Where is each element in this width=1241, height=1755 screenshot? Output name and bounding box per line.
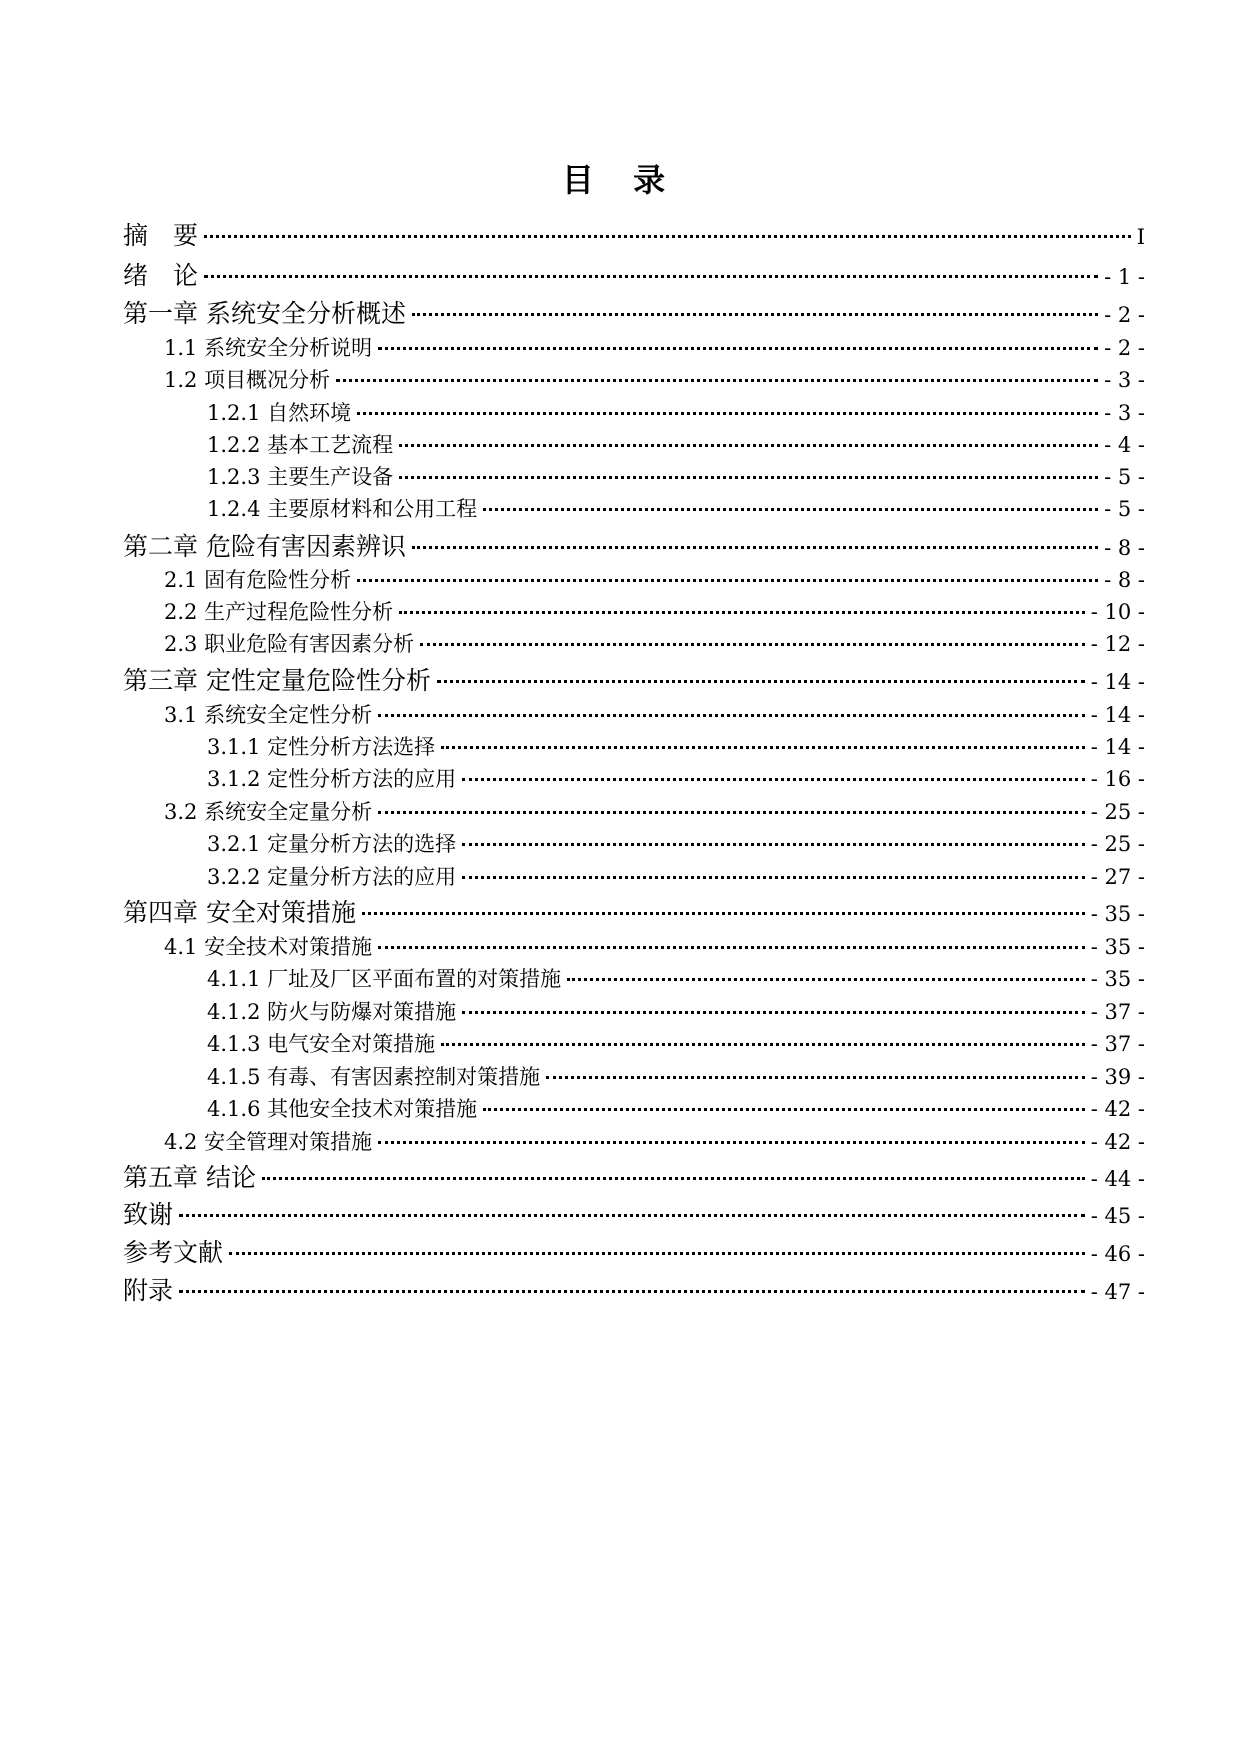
toc-entry[interactable] <box>164 597 1145 627</box>
toc-dot-leader <box>179 1289 1085 1293</box>
toc-entry-label: 第五章 结论 <box>123 1163 256 1192</box>
toc-entry-page-number: - 35 - <box>1090 967 1145 991</box>
toc-entry-label: 1.2.3 主要生产设备 <box>207 465 394 489</box>
toc-entry[interactable] <box>123 1236 1145 1270</box>
toc-entry-page-number: - 37 - <box>1090 1032 1145 1056</box>
toc-dot-leader <box>567 977 1085 981</box>
toc-entry[interactable] <box>207 1094 1145 1124</box>
toc-entry-label: 2.3 职业危险有害因素分析 <box>164 632 415 656</box>
toc-title: 目 录 <box>561 161 680 199</box>
toc-entry-page-number: - 14 - <box>1090 670 1145 694</box>
toc-dot-leader <box>437 679 1085 683</box>
toc-entry-label: 1.2 项目概况分析 <box>164 368 331 392</box>
toc-entry[interactable] <box>123 297 1145 331</box>
toc-entry-label: 4.1 安全技术对策措施 <box>164 935 373 959</box>
toc-entry-page-number: - 8 - <box>1104 536 1145 560</box>
toc-entry[interactable] <box>207 829 1145 859</box>
toc-entry[interactable] <box>207 462 1145 492</box>
toc-dot-leader <box>357 411 1098 415</box>
toc-entry[interactable] <box>207 964 1145 994</box>
toc-entry-page-number: - 5 - <box>1104 465 1145 489</box>
toc-dot-leader <box>412 312 1098 316</box>
toc-entry[interactable] <box>207 430 1145 460</box>
toc-dot-leader <box>420 642 1085 646</box>
toc-dot-leader <box>462 842 1085 846</box>
toc-dot-leader <box>378 810 1085 814</box>
toc-dot-leader <box>357 578 1098 582</box>
toc-entry[interactable] <box>123 259 1145 293</box>
toc-entry-label: 参考文献 <box>123 1238 224 1267</box>
toc-dot-leader <box>412 545 1098 549</box>
toc-dot-leader <box>462 777 1085 781</box>
toc-entry[interactable] <box>207 862 1145 892</box>
toc-entry-label: 第四章 安全对策措施 <box>123 898 356 927</box>
toc-entry[interactable] <box>164 700 1145 730</box>
toc-entry-label: 2.1 固有危险性分析 <box>164 568 352 592</box>
toc-entry-label: 绪 论 <box>123 261 199 290</box>
toc-dot-leader <box>399 610 1085 614</box>
toc-entry-label: 1.2.4 主要原材料和公用工程 <box>207 497 478 521</box>
toc-dot-leader <box>399 443 1098 447</box>
toc-dot-leader <box>399 475 1098 479</box>
toc-entry-label: 附录 <box>123 1276 174 1305</box>
toc-entry-page-number: - 25 - <box>1090 800 1145 824</box>
toc-dot-leader <box>378 1140 1085 1144</box>
toc-entry-label: 第一章 系统安全分析概述 <box>123 299 406 328</box>
toc-entry-label: 3.2.2 定量分析方法的应用 <box>207 865 457 889</box>
toc-entry[interactable] <box>123 530 1145 564</box>
toc-entry[interactable] <box>164 1127 1145 1157</box>
toc-entry-page-number: - 37 - <box>1090 1000 1145 1024</box>
toc-entry[interactable] <box>123 896 1145 930</box>
toc-dot-leader <box>462 1010 1085 1014</box>
toc-entry-page-number: - 5 - <box>1104 497 1145 521</box>
toc-dot-leader <box>378 945 1085 949</box>
toc-entry-page-number: - 16 - <box>1090 767 1145 791</box>
toc-entry[interactable] <box>207 1062 1145 1092</box>
toc-entry-label: 1.1 系统安全分析说明 <box>164 336 373 360</box>
toc-entry[interactable] <box>123 1274 1145 1308</box>
toc-entry-page-number: - 10 - <box>1090 600 1145 624</box>
toc-dot-leader <box>336 378 1098 382</box>
toc-entry-label: 摘 要 <box>123 221 199 250</box>
toc-entry-page-number: - 8 - <box>1104 568 1145 592</box>
toc-entry-label: 1.2.1 自然环境 <box>207 401 352 425</box>
toc-entry-label: 3.1 系统安全定性分析 <box>164 703 373 727</box>
toc-dot-leader <box>378 346 1098 350</box>
toc-entry-label: 3.1.2 定性分析方法的应用 <box>207 767 457 791</box>
toc-entry[interactable] <box>164 629 1145 659</box>
toc-entry-page-number: - 12 - <box>1090 632 1145 656</box>
toc-entry[interactable] <box>207 732 1145 762</box>
toc-entry-label: 2.2 生产过程危险性分析 <box>164 600 394 624</box>
toc-dot-leader <box>483 1107 1085 1111</box>
toc-entry-label: 4.1.2 防火与防爆对策措施 <box>207 1000 457 1024</box>
toc-entry-label: 4.1.5 有毒、有害因素控制对策措施 <box>207 1065 541 1089</box>
toc-dot-leader <box>204 274 1098 278</box>
toc-entry[interactable] <box>164 565 1145 595</box>
toc-dot-leader <box>483 507 1098 511</box>
toc-dot-leader <box>462 875 1085 879</box>
toc-entry-page-number: - 3 - <box>1104 368 1145 392</box>
toc-entry-label: 4.1.1 厂址及厂区平面布置的对策措施 <box>207 967 562 991</box>
toc-dot-leader <box>179 1213 1085 1217</box>
toc-entry[interactable] <box>164 333 1145 363</box>
toc-entry-label: 3.2 系统安全定量分析 <box>164 800 373 824</box>
toc-entry-page-number: - 39 - <box>1090 1065 1145 1089</box>
toc-entry-page-number: - 46 - <box>1090 1242 1145 1266</box>
toc-entry[interactable] <box>207 494 1145 524</box>
toc-entry-page-number: - 44 - <box>1090 1167 1145 1191</box>
toc-dot-leader <box>378 713 1085 717</box>
toc-entry-page-number: - 47 - <box>1090 1280 1145 1304</box>
toc-dot-leader <box>204 234 1131 238</box>
toc-entry-page-number: - 25 - <box>1090 832 1145 856</box>
toc-entry-label: 4.1.3 电气安全对策措施 <box>207 1032 436 1056</box>
toc-entry[interactable] <box>207 398 1145 428</box>
toc-dot-leader <box>441 1042 1085 1046</box>
toc-entry-page-number: I <box>1136 225 1145 249</box>
toc-entry-page-number: - 42 - <box>1090 1130 1145 1154</box>
toc-entry-page-number: - 42 - <box>1090 1097 1145 1121</box>
toc-dot-leader <box>441 745 1085 749</box>
toc-entry-page-number: - 45 - <box>1090 1204 1145 1228</box>
toc-entry-label: 1.2.2 基本工艺流程 <box>207 433 394 457</box>
toc-dot-leader <box>546 1075 1085 1079</box>
toc-entry-label: 第三章 定性定量危险性分析 <box>123 666 431 695</box>
toc-entry-page-number: - 3 - <box>1104 401 1145 425</box>
toc-entry-page-number: - 4 - <box>1104 433 1145 457</box>
toc-entry[interactable] <box>123 1161 1145 1195</box>
toc-entry-page-number: - 35 - <box>1090 902 1145 926</box>
toc-entry-page-number: - 14 - <box>1090 703 1145 727</box>
toc-entry-label: 3.2.1 定量分析方法的选择 <box>207 832 457 856</box>
toc-entry[interactable] <box>123 1198 1145 1232</box>
toc-entry[interactable] <box>164 932 1145 962</box>
toc-entry[interactable] <box>207 764 1145 794</box>
toc-entry-label: 4.1.6 其他安全技术对策措施 <box>207 1097 478 1121</box>
toc-dot-leader <box>362 911 1085 915</box>
toc-entry-page-number: - 2 - <box>1104 336 1145 360</box>
toc-entry-label: 3.1.1 定性分析方法选择 <box>207 735 436 759</box>
toc-entry-page-number: - 1 - <box>1104 265 1145 289</box>
toc-entry-label: 4.2 安全管理对策措施 <box>164 1130 373 1154</box>
toc-entry[interactable] <box>164 365 1145 395</box>
toc-entry-page-number: - 35 - <box>1090 935 1145 959</box>
toc-entry[interactable] <box>164 797 1145 827</box>
toc-entry-label: 致谢 <box>123 1200 174 1229</box>
toc-dot-leader <box>229 1251 1085 1255</box>
toc-entry-page-number: - 2 - <box>1104 303 1145 327</box>
toc-entry-label: 第二章 危险有害因素辨识 <box>123 532 406 561</box>
toc-entry-page-number: - 27 - <box>1090 865 1145 889</box>
toc-entry[interactable] <box>123 219 1145 253</box>
toc-entry[interactable] <box>123 664 1145 698</box>
toc-entry-page-number: - 14 - <box>1090 735 1145 759</box>
toc-dot-leader <box>262 1176 1085 1180</box>
toc-entry[interactable] <box>207 997 1145 1027</box>
toc-entry[interactable] <box>207 1029 1145 1059</box>
